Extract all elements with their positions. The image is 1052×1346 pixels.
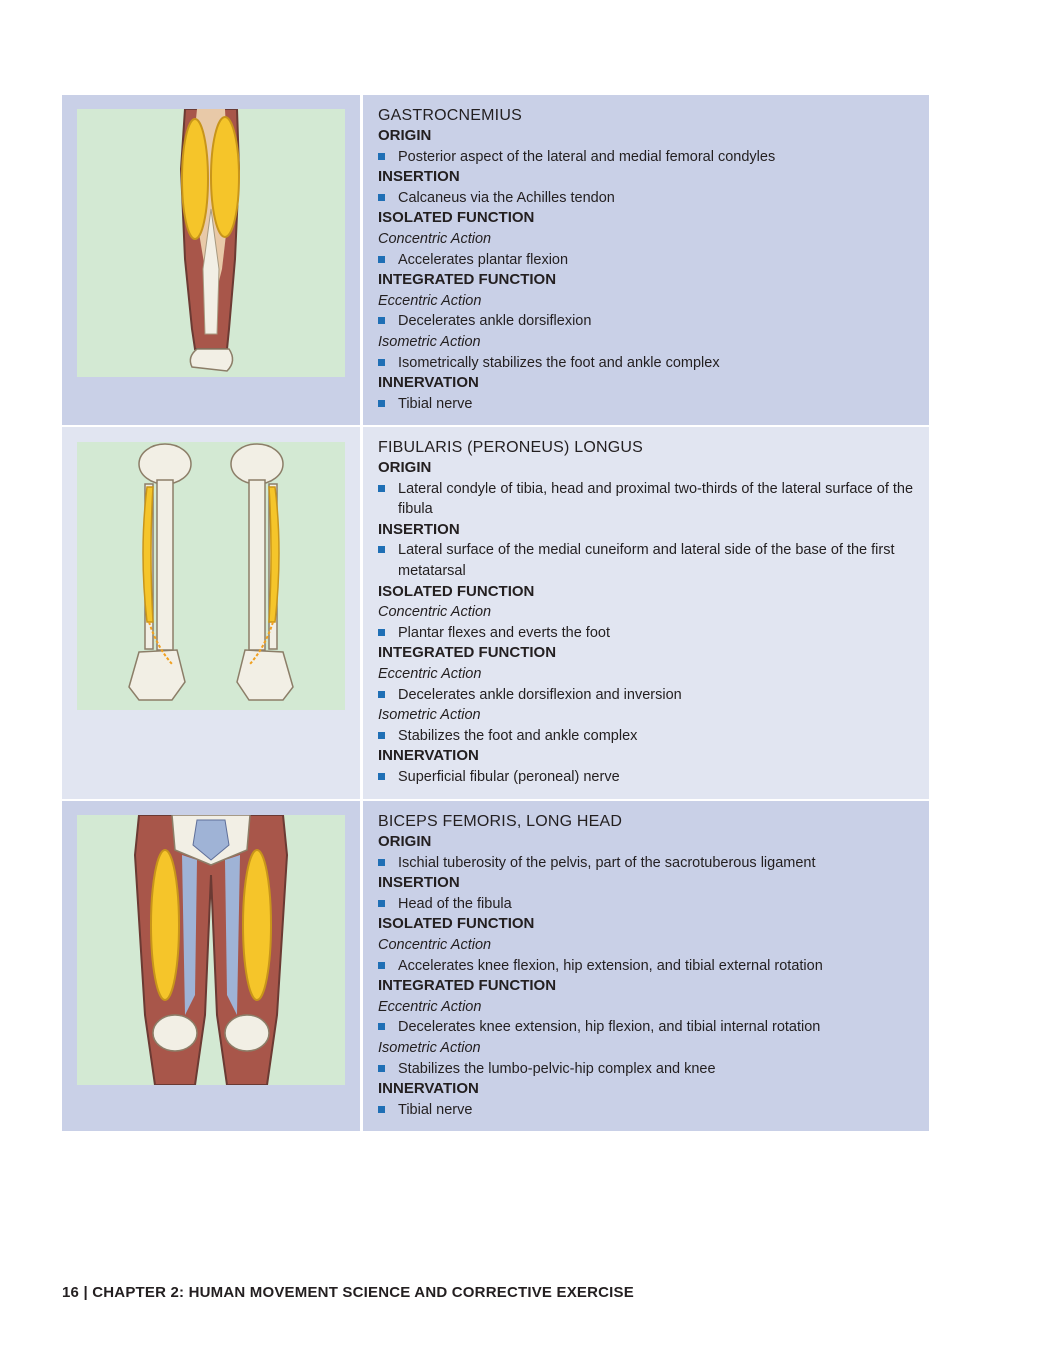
insertion-heading: INSERTION	[378, 520, 460, 538]
concentric-action-label: Concentric Action	[378, 230, 492, 247]
eccentric-item: Decelerates ankle dorsiflexion	[378, 311, 915, 332]
image-cell	[62, 801, 363, 1131]
muscle-row-biceps-femoris	[62, 801, 929, 1131]
origin-heading: ORIGIN	[378, 127, 432, 144]
biceps-femoris-illustration	[77, 815, 345, 1085]
muscle-name: FIBULARIS (PERONEUS) LONGUS	[378, 439, 644, 456]
insertion-item: Calcaneus via the Achilles tendon	[378, 188, 915, 209]
fibularis-longus-illustration	[77, 442, 345, 710]
muscle-name: GASTROCNEMIUS	[378, 107, 522, 124]
muscle-text	[363, 801, 929, 1131]
insertion-heading: INSERTION	[378, 874, 460, 892]
eccentric-action-label: Eccentric Action	[378, 665, 482, 682]
origin-item: Posterior aspect of the lateral and medial femoral condyles	[378, 147, 915, 168]
innervation-heading: INNERVATION	[378, 374, 479, 392]
muscle-text	[363, 427, 929, 799]
origin-item: Ischial tuberosity of the pelvis, part of the sacrotuberous ligament	[378, 853, 915, 874]
innervation-heading: INNERVATION	[378, 747, 479, 765]
concentric-action-label: Concentric Action	[378, 936, 492, 953]
isometric-item: Stabilizes the lumbo-pelvic-hip complex and knee	[378, 1059, 915, 1080]
concentric-item: Accelerates knee flexion, hip extension, and tibial external rotation	[378, 956, 915, 977]
innervation-item: Tibial nerve	[378, 1100, 915, 1121]
insertion-item: Lateral surface of the medial cuneiform and lateral side of the base of the first metatarsal	[378, 540, 915, 581]
isolated-function-heading: ISOLATED FUNCTION	[378, 209, 535, 227]
origin-item: Lateral condyle of tibia, head and proximal two-thirds of the lateral surface of the fibula	[378, 479, 915, 520]
isometric-item: Stabilizes the foot and ankle complex	[378, 726, 915, 747]
eccentric-item: Decelerates knee extension, hip flexion, and tibial internal rotation	[378, 1017, 915, 1038]
concentric-item: Accelerates plantar flexion	[378, 250, 915, 271]
isometric-action-label: Isometric Action	[378, 1039, 481, 1056]
muscle-row-gastrocnemius	[62, 95, 929, 427]
eccentric-item: Decelerates ankle dorsiflexion and inversion	[378, 685, 915, 706]
isometric-action-label: Isometric Action	[378, 707, 481, 724]
insertion-heading: INSERTION	[378, 168, 460, 186]
isometric-item: Isometrically stabilizes the foot and ankle complex	[378, 353, 915, 374]
concentric-item: Plantar flexes and everts the foot	[378, 623, 915, 644]
muscle-text	[363, 95, 929, 425]
integrated-function-heading: INTEGRATED FUNCTION	[378, 644, 557, 662]
origin-heading: ORIGIN	[378, 459, 432, 476]
page-footer: 16 | CHAPTER 2: HUMAN MOVEMENT SCIENCE AND CORRECTIVE EXERCISE	[62, 1284, 634, 1301]
concentric-action-label: Concentric Action	[378, 604, 492, 621]
muscle-name: BICEPS FEMORIS, LONG HEAD	[378, 813, 623, 830]
isolated-function-heading: ISOLATED FUNCTION	[378, 582, 535, 600]
origin-heading: ORIGIN	[378, 833, 432, 850]
eccentric-action-label: Eccentric Action	[378, 292, 482, 309]
innervation-heading: INNERVATION	[378, 1080, 479, 1098]
image-cell	[62, 95, 363, 425]
innervation-item: Superficial fibular (peroneal) nerve	[378, 767, 915, 788]
isolated-function-heading: ISOLATED FUNCTION	[378, 915, 535, 933]
muscle-table	[62, 95, 929, 1131]
eccentric-action-label: Eccentric Action	[378, 998, 482, 1015]
insertion-item: Head of the fibula	[378, 894, 915, 915]
gastrocnemius-illustration	[77, 109, 345, 377]
integrated-function-heading: INTEGRATED FUNCTION	[378, 271, 557, 289]
image-cell	[62, 427, 363, 799]
isometric-action-label: Isometric Action	[378, 333, 481, 350]
integrated-function-heading: INTEGRATED FUNCTION	[378, 977, 557, 995]
innervation-item: Tibial nerve	[378, 394, 915, 415]
muscle-row-fibularis-longus	[62, 427, 929, 801]
